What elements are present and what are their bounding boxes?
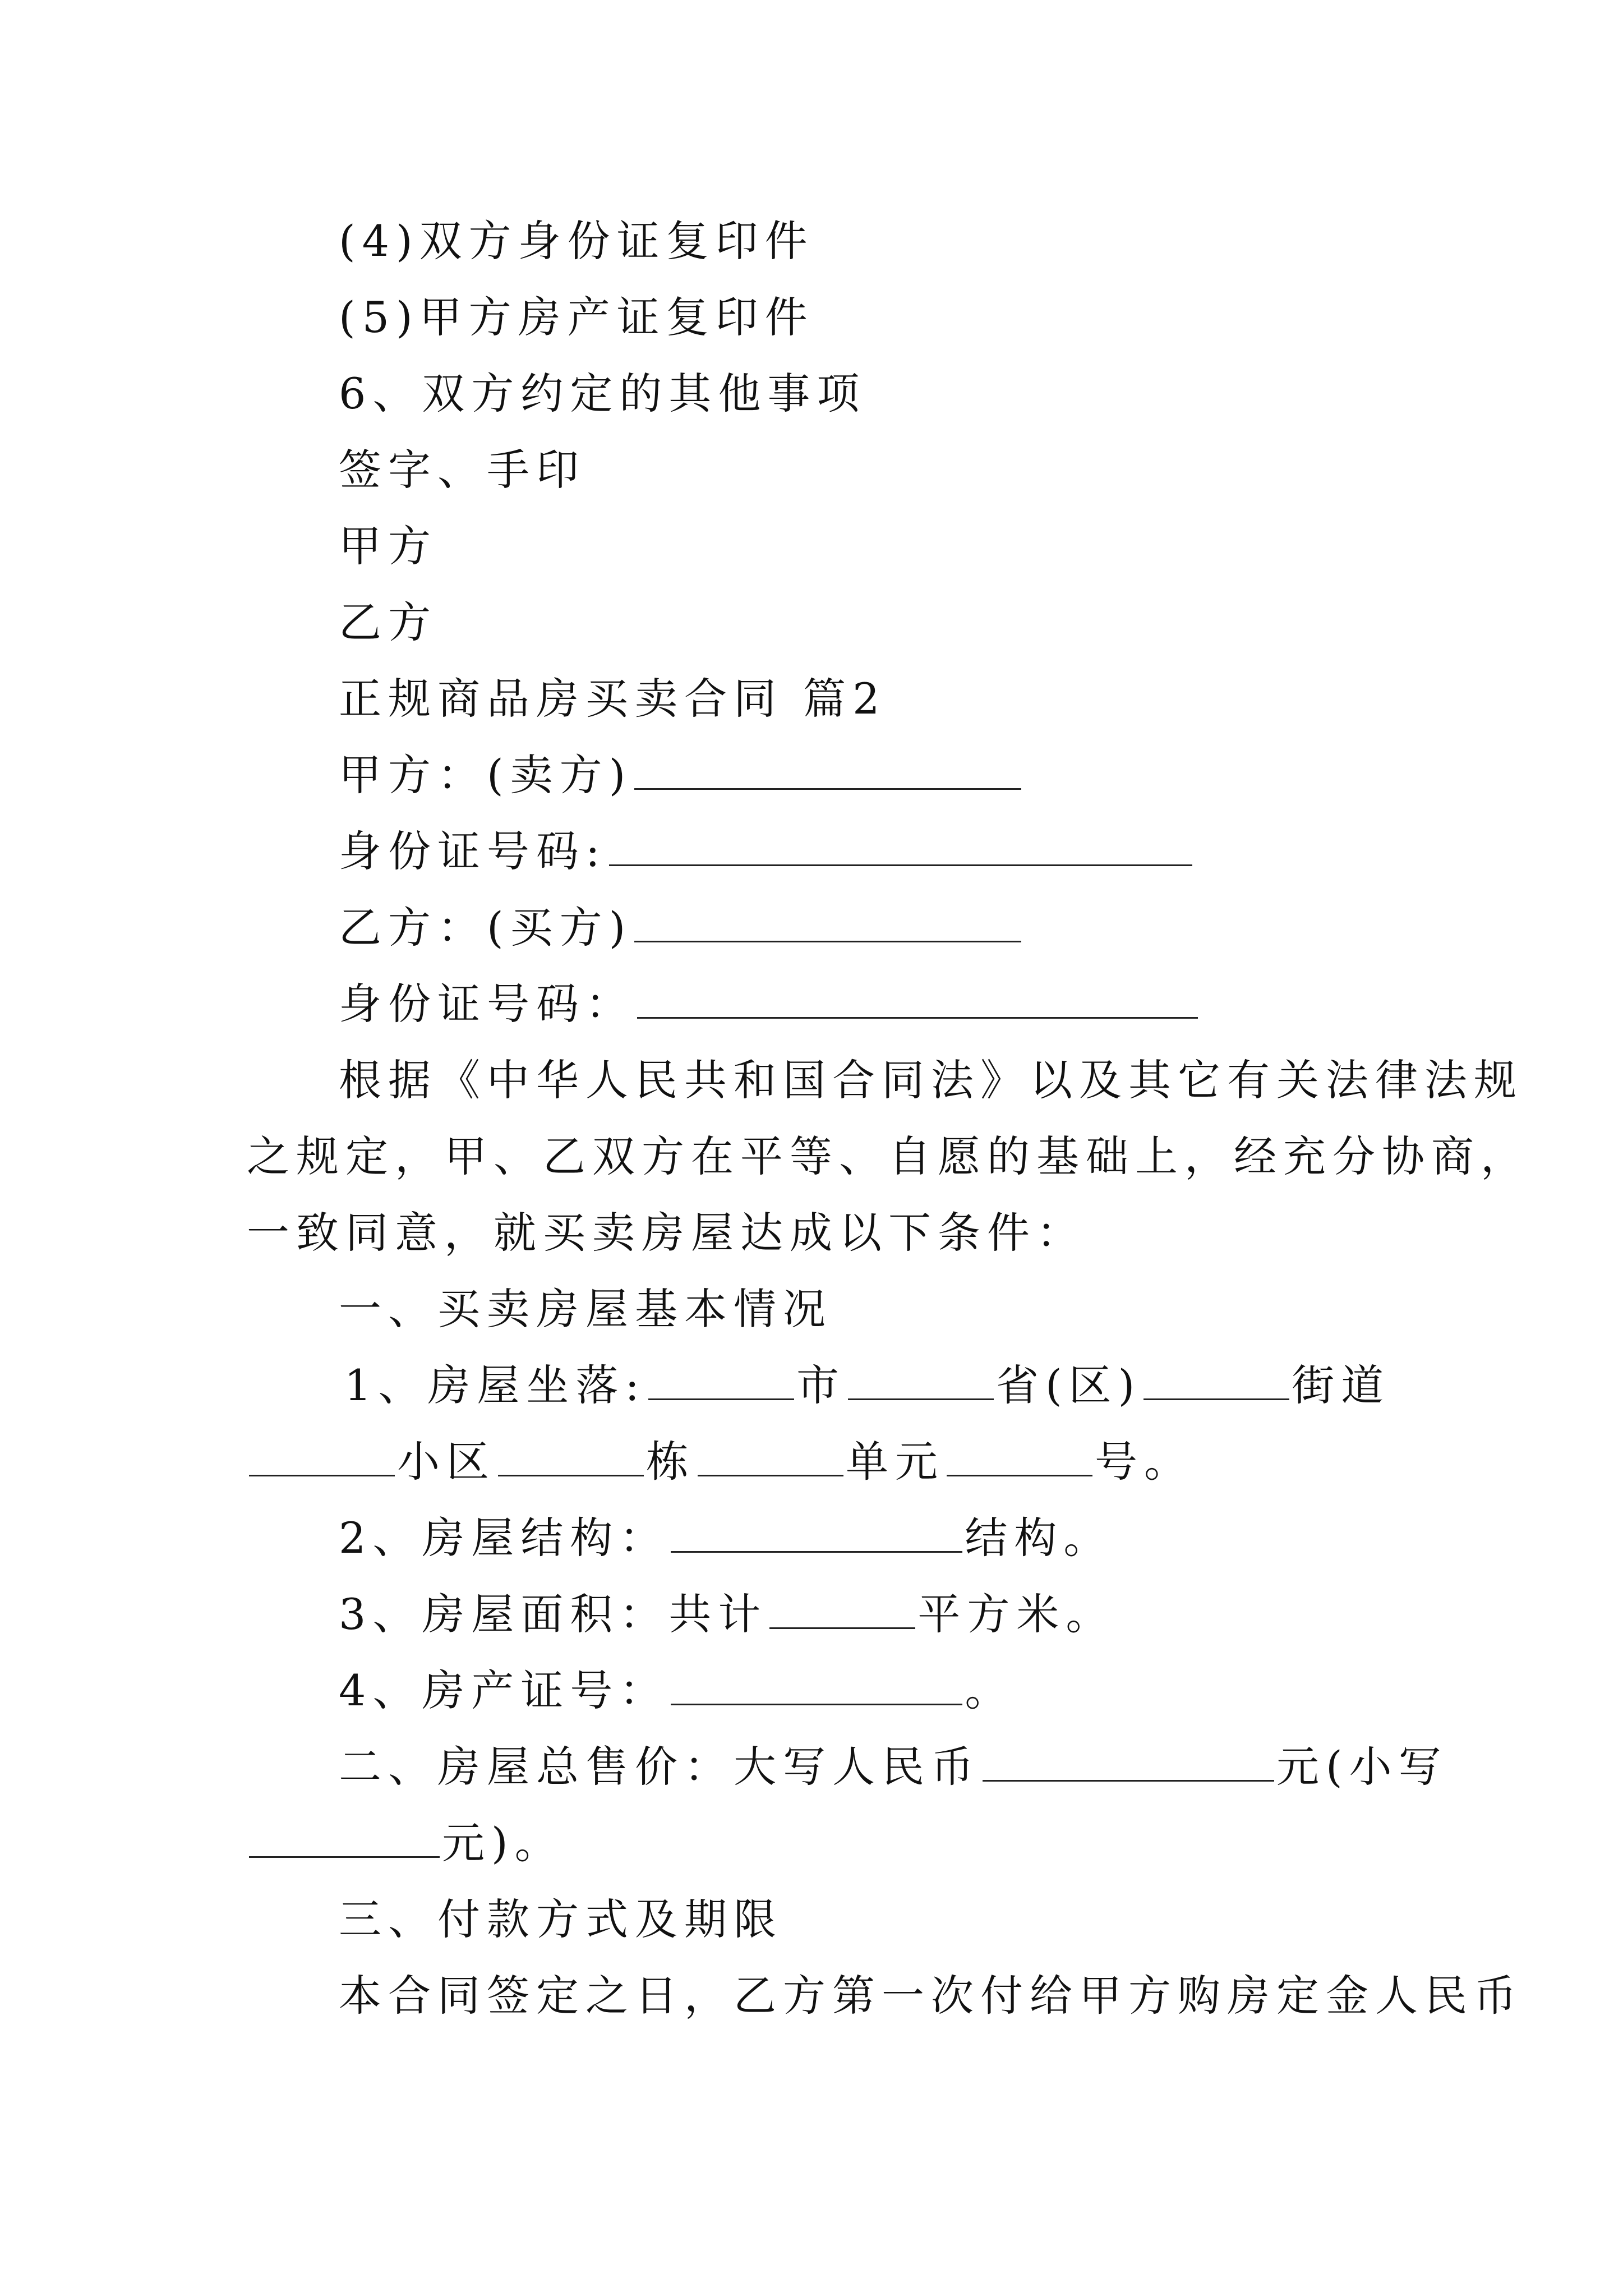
item-4-id-copies: (4)双方身份证复印件 [339,216,814,266]
deed-number-suffix: 。 [965,1665,1015,1715]
street-label: 街道 [1292,1360,1391,1410]
article-1-heading: 一、买卖房屋基本情况 [339,1284,832,1334]
community-label: 小区 [397,1437,496,1487]
area-label: 3、房屋面积：共计 [339,1589,768,1639]
buyer-id-line [339,976,1200,1032]
item-6-other-matters: 6、双方约定的其他事项 [339,369,866,418]
payment-text: 本合同签定之日，乙方第一次付给甲方购房定金人民币 [339,1971,1523,2021]
total-price-small-suffix: 元)。 [442,1818,564,1868]
unit-label: 单元 [846,1437,944,1487]
city-label: 市 [796,1360,846,1410]
buyer-id-blank [637,978,1198,1019]
total-price-line [339,1739,1448,1795]
area-blank [769,1588,915,1629]
number-blank [947,1435,1092,1476]
preamble-line-1: 根据《中华人民共和国合同法》以及其它有关法律法规 [339,1055,1523,1105]
preamble-line-2: 之规定，甲、乙双方在平等、自愿的基础上，经充分协商， [247,1131,1530,1181]
city-blank [648,1359,794,1400]
seller-id-blank [609,825,1192,866]
seller-label: 甲方：(卖方) [339,750,633,800]
number-label: 号。 [1095,1437,1193,1487]
deed-number-label: 4、房产证号： [339,1665,669,1715]
buyer-line [339,900,1023,956]
total-price-label: 二、房屋总售价：大写人民币 [339,1742,980,1792]
structure-label: 2、房屋结构： [339,1513,669,1563]
location-label: 1、房屋坐落: [344,1360,646,1410]
total-price-suffix: 元(小写 [1276,1742,1448,1792]
signature-heading: 签字、手印 [339,445,585,495]
total-price-small-blank [249,1817,440,1858]
buyer-id-label: 身份证号码： [339,979,635,1029]
total-price-blank [983,1741,1274,1782]
article-3-heading: 三、付款方式及期限 [339,1894,783,1944]
preamble-line-3: 一致同意，就买卖房屋达成以下条件： [247,1208,1086,1258]
building-blank [498,1435,644,1476]
party-b-label: 乙方 [339,597,437,647]
location-line-2 [247,1434,1193,1490]
buyer-blank [634,901,1021,942]
seller-line [339,747,1023,803]
structure-suffix: 结构。 [965,1513,1113,1563]
seller-blank [634,749,1021,790]
section-title: 正规商品房买卖合同 篇2 [339,674,887,724]
item-5-deed-copy: (5)甲方房产证复印件 [339,292,814,342]
total-price-line-2 [247,1815,564,1871]
buyer-label: 乙方：(买方) [339,903,633,953]
seller-id-line [339,823,1195,880]
seller-id-label: 身份证号码: [339,826,607,876]
party-a-label: 甲方 [339,521,437,571]
deed-number-line [339,1663,1014,1719]
province-label: 省(区) [995,1360,1142,1410]
community-blank [249,1435,395,1476]
structure-line [339,1510,1113,1566]
deed-number-blank [671,1664,962,1705]
location-line-1 [344,1358,1390,1414]
building-label: 栋 [646,1437,695,1487]
structure-blank [671,1512,962,1553]
province-blank [848,1359,994,1400]
street-blank [1144,1359,1289,1400]
area-suffix: 平方米。 [917,1589,1115,1639]
unit-blank [698,1435,843,1476]
area-line [339,1586,1115,1642]
